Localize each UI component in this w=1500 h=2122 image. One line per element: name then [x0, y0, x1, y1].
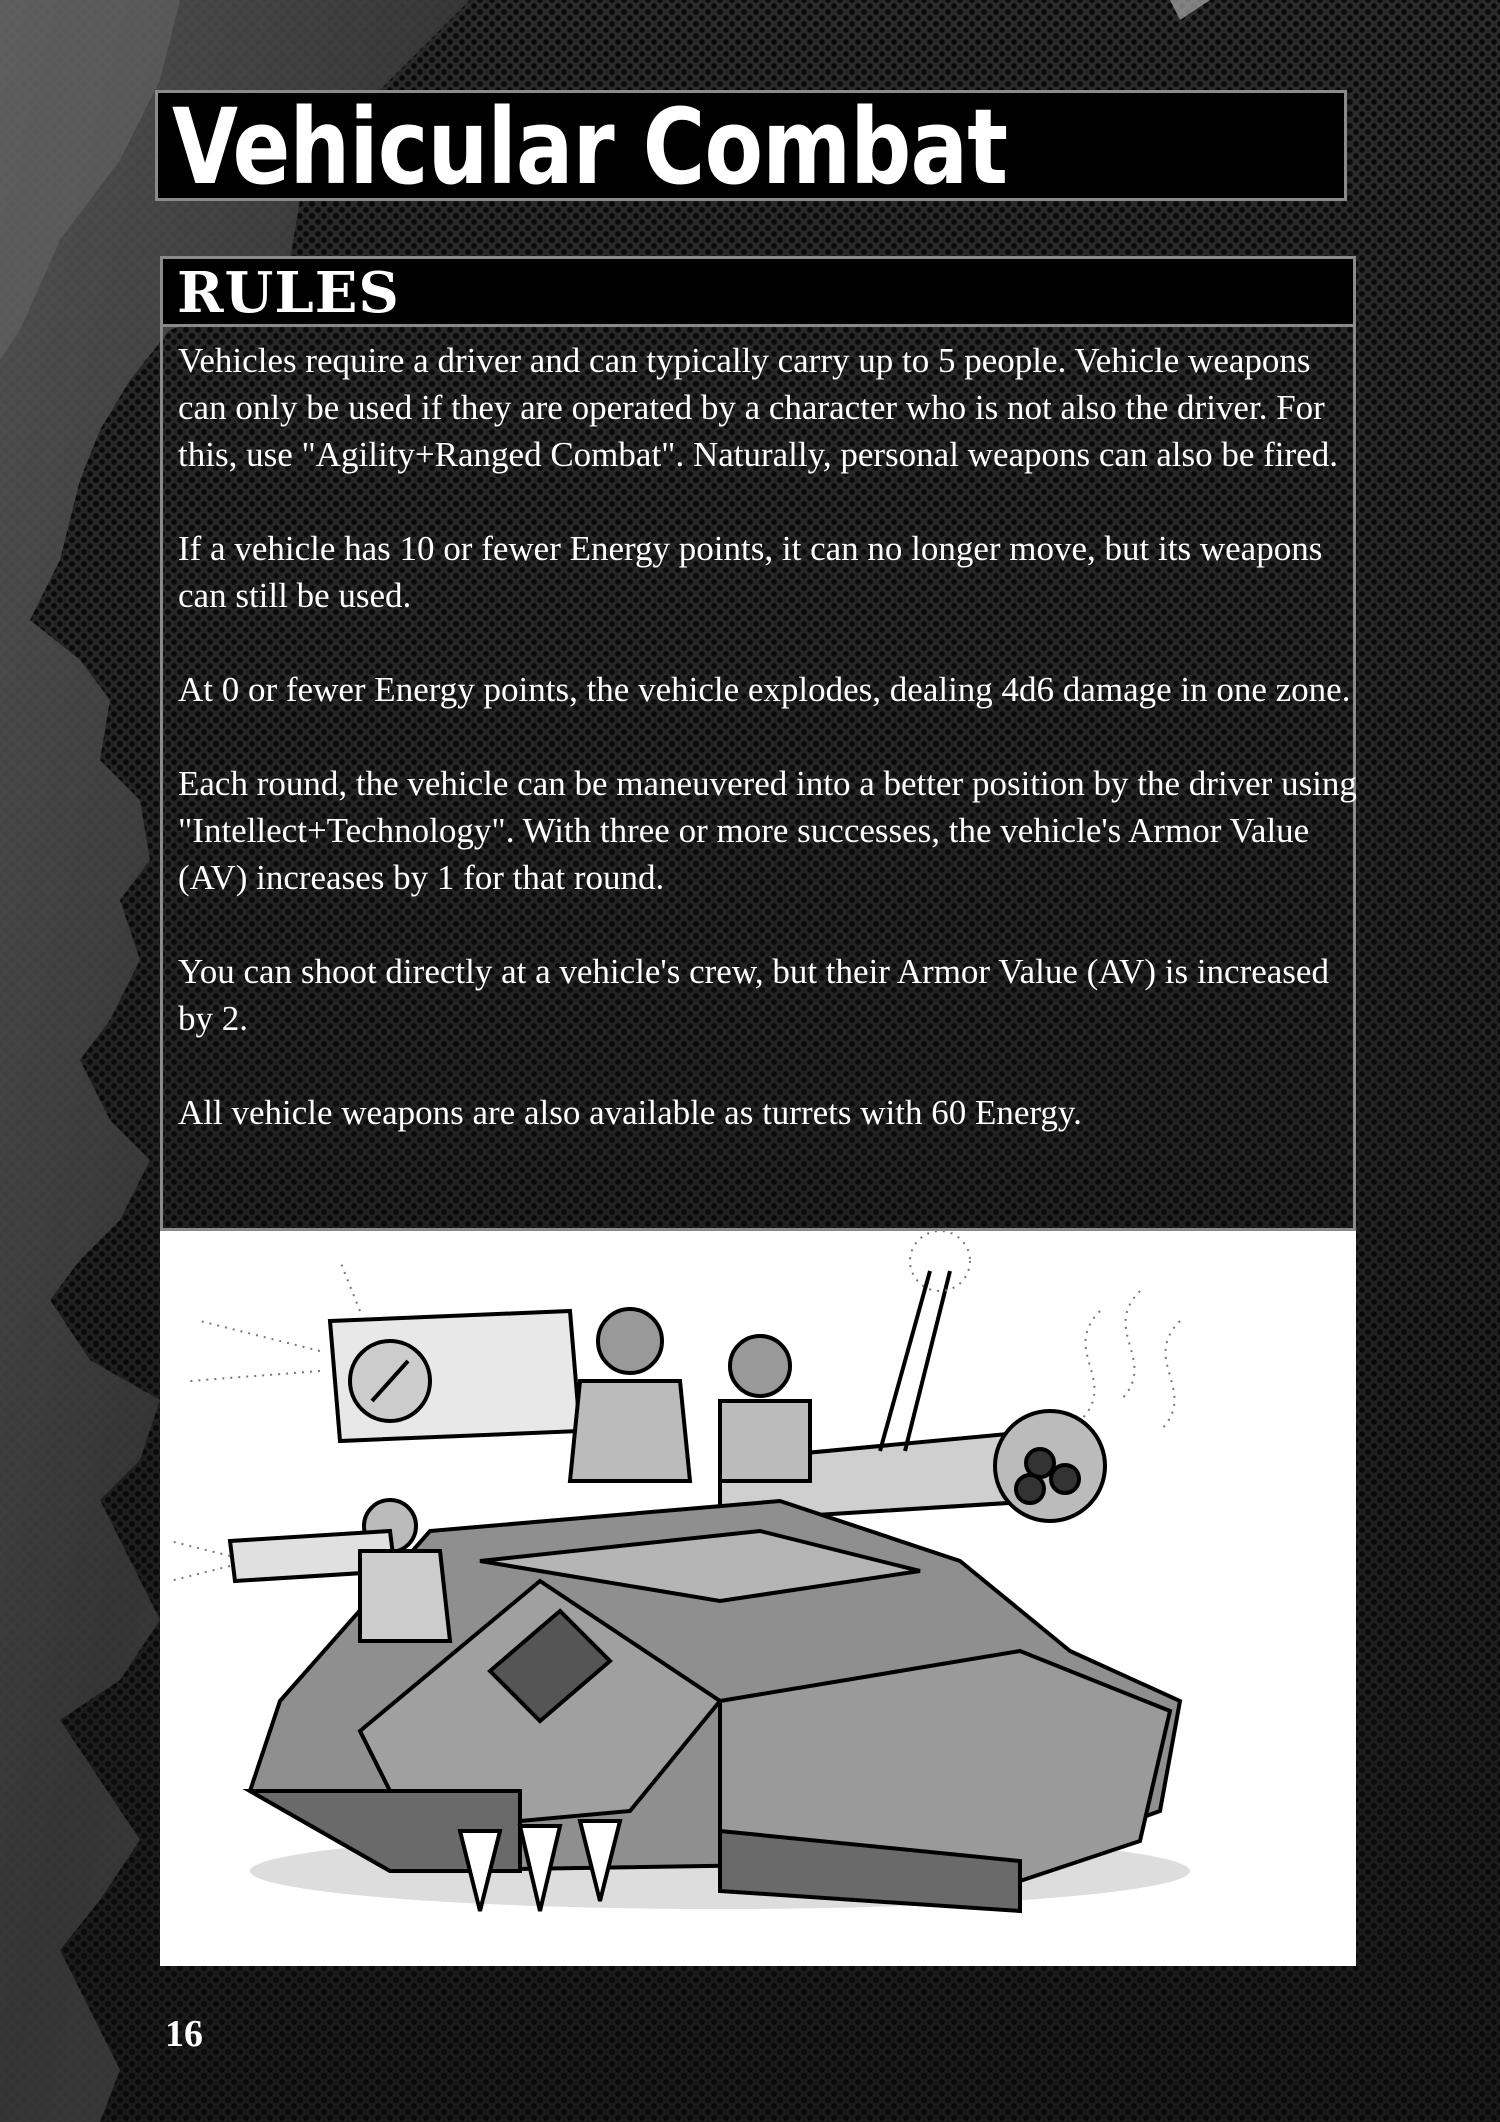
- page-title: Vehicular Combat: [172, 86, 1008, 208]
- tank-with-crew-illustration: [160, 1231, 1356, 1966]
- rules-section: [160, 256, 1356, 1231]
- rules-body: [178, 337, 1358, 1136]
- section-header: [163, 259, 1353, 327]
- rules-paragraph: Each round, the vehicle can be maneuvered into a better position by the driver using "Intellect+Technology". With three or more successes, the vehicle's Armor Value (AV) increases by 1 for that round.: [178, 764, 1357, 897]
- rules-paragraph: All vehicle weapons are also available as turrets with 60 Energy.: [178, 1093, 1082, 1132]
- rules-paragraph: If a vehicle has 10 or fewer Energy points, it can no longer move, but its weapons can still be used.: [178, 529, 1323, 615]
- rules-paragraph: You can shoot directly at a vehicle's crew, but their Armor Value (AV) is increased by 2.: [178, 952, 1329, 1038]
- page-number: 16: [165, 2013, 203, 2055]
- section-title: RULES: [177, 260, 400, 326]
- page-title-box: [155, 86, 1347, 208]
- rules-paragraph: At 0 or fewer Energy points, the vehicle explodes, dealing 4d6 damage in one zone.: [178, 670, 1351, 709]
- rules-paragraph: Vehicles require a driver and can typically carry up to 5 people. Vehicle weapons can only be used if they are operated by a character who is not also the driver. For this, use "Agility+Ranged Combat". Naturally, personal weapons can also be fired.: [178, 341, 1338, 474]
